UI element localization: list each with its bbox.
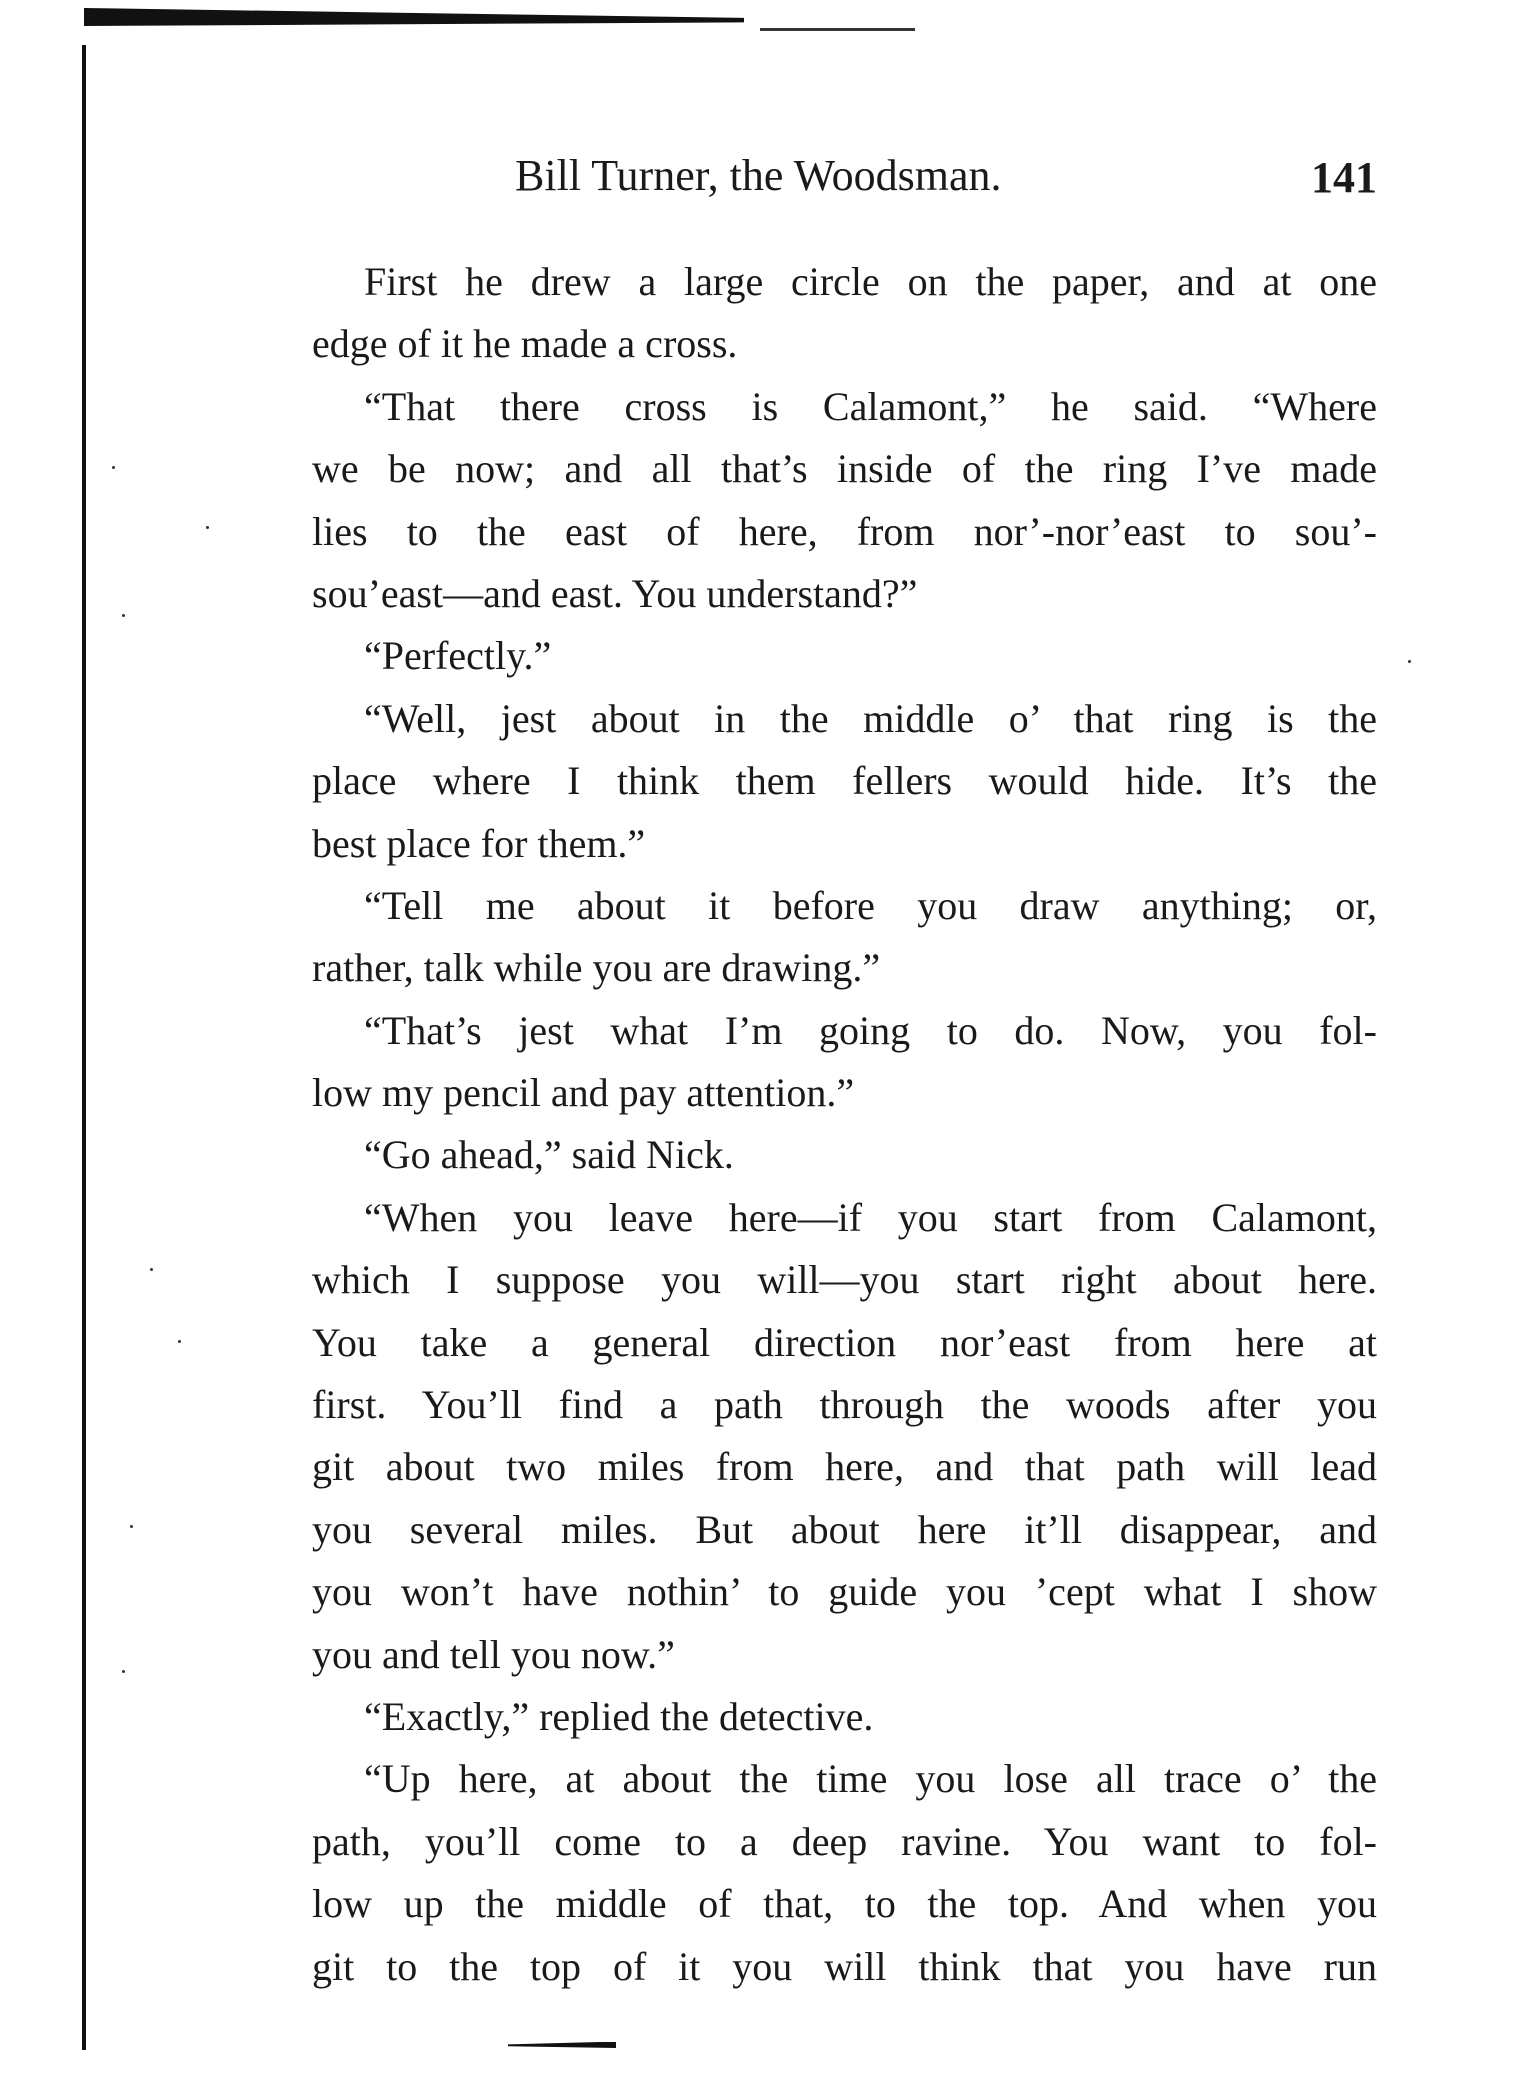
speck [122,614,125,617]
speck [150,1268,153,1271]
text-line: edge of it he made a cross. [312,321,738,367]
speck [206,526,209,529]
text-line: we be now; and all that’s inside of the ring I’ve made [312,446,1377,492]
text-line: first. You’ll find a path through the woods after you [312,1382,1377,1428]
text-line: rather, talk while you are drawing.” [312,945,881,991]
text-line: git to the top of it you will think that you have run [312,1943,1377,1989]
text-line: path, you’ll come to a deep ravine. You want to fol- [312,1818,1377,1864]
text-line: git about two miles from here, and that path will lead [312,1444,1377,1490]
speck [122,1670,125,1673]
text-line: lies to the east of here, from nor’-nor’east to sou’- [312,508,1377,554]
text-line: you won’t have nothin’ to guide you ’cept what I show [312,1569,1377,1615]
text-line: “Tell me about it before you draw anything; or, [364,882,1377,928]
text-line: “Up here, at about the time you lose all trace o’ the [364,1756,1377,1802]
top-rule-tail [760,28,915,31]
left-margin-rule [82,45,86,2050]
text-line: you and tell you now.” [312,1631,675,1677]
bottom-print-mark [508,2042,616,2048]
text-line: “When you leave here—if you start from Calamont, [364,1194,1377,1240]
speck [1408,660,1411,663]
text-line: “That there cross is Calamont,” he said. “Where [364,383,1377,429]
body-text [312,251,1377,1998]
text-line: “Well, jest about in the middle o’ that ring is the [364,695,1377,741]
running-title: Bill Turner, the Woodsman. [515,151,1002,200]
text-line: “Perfectly.” [364,633,552,679]
text-line: low up the middle of that, to the top. And when you [312,1881,1377,1927]
speck [130,1525,133,1528]
speck [178,1340,181,1343]
page-number: 141 [1311,153,1377,202]
text-line: You take a general direction nor’east from here at [312,1319,1377,1365]
text-line: First he drew a large circle on the paper, and at one [364,259,1377,304]
page-header [515,150,1377,214]
text-line: low my pencil and pay attention.” [312,1070,855,1116]
text-line: you several miles. But about here it’ll disappear, and [312,1506,1377,1552]
text-line: best place for them.” [312,820,646,866]
text-line: place where I think them fellers would hide. It’s the [312,758,1377,804]
text-line: sou’east—and east. You understand?” [312,570,918,616]
text-line: “Go ahead,” said Nick. [364,1132,734,1178]
top-rule [84,8,744,26]
text-line: which I suppose you will—you start right about here. [312,1257,1377,1303]
text-line: “That’s jest what I’m going to do. Now, you fol- [364,1007,1377,1053]
speck [112,466,115,469]
text-line: “Exactly,” replied the detective. [364,1693,874,1739]
